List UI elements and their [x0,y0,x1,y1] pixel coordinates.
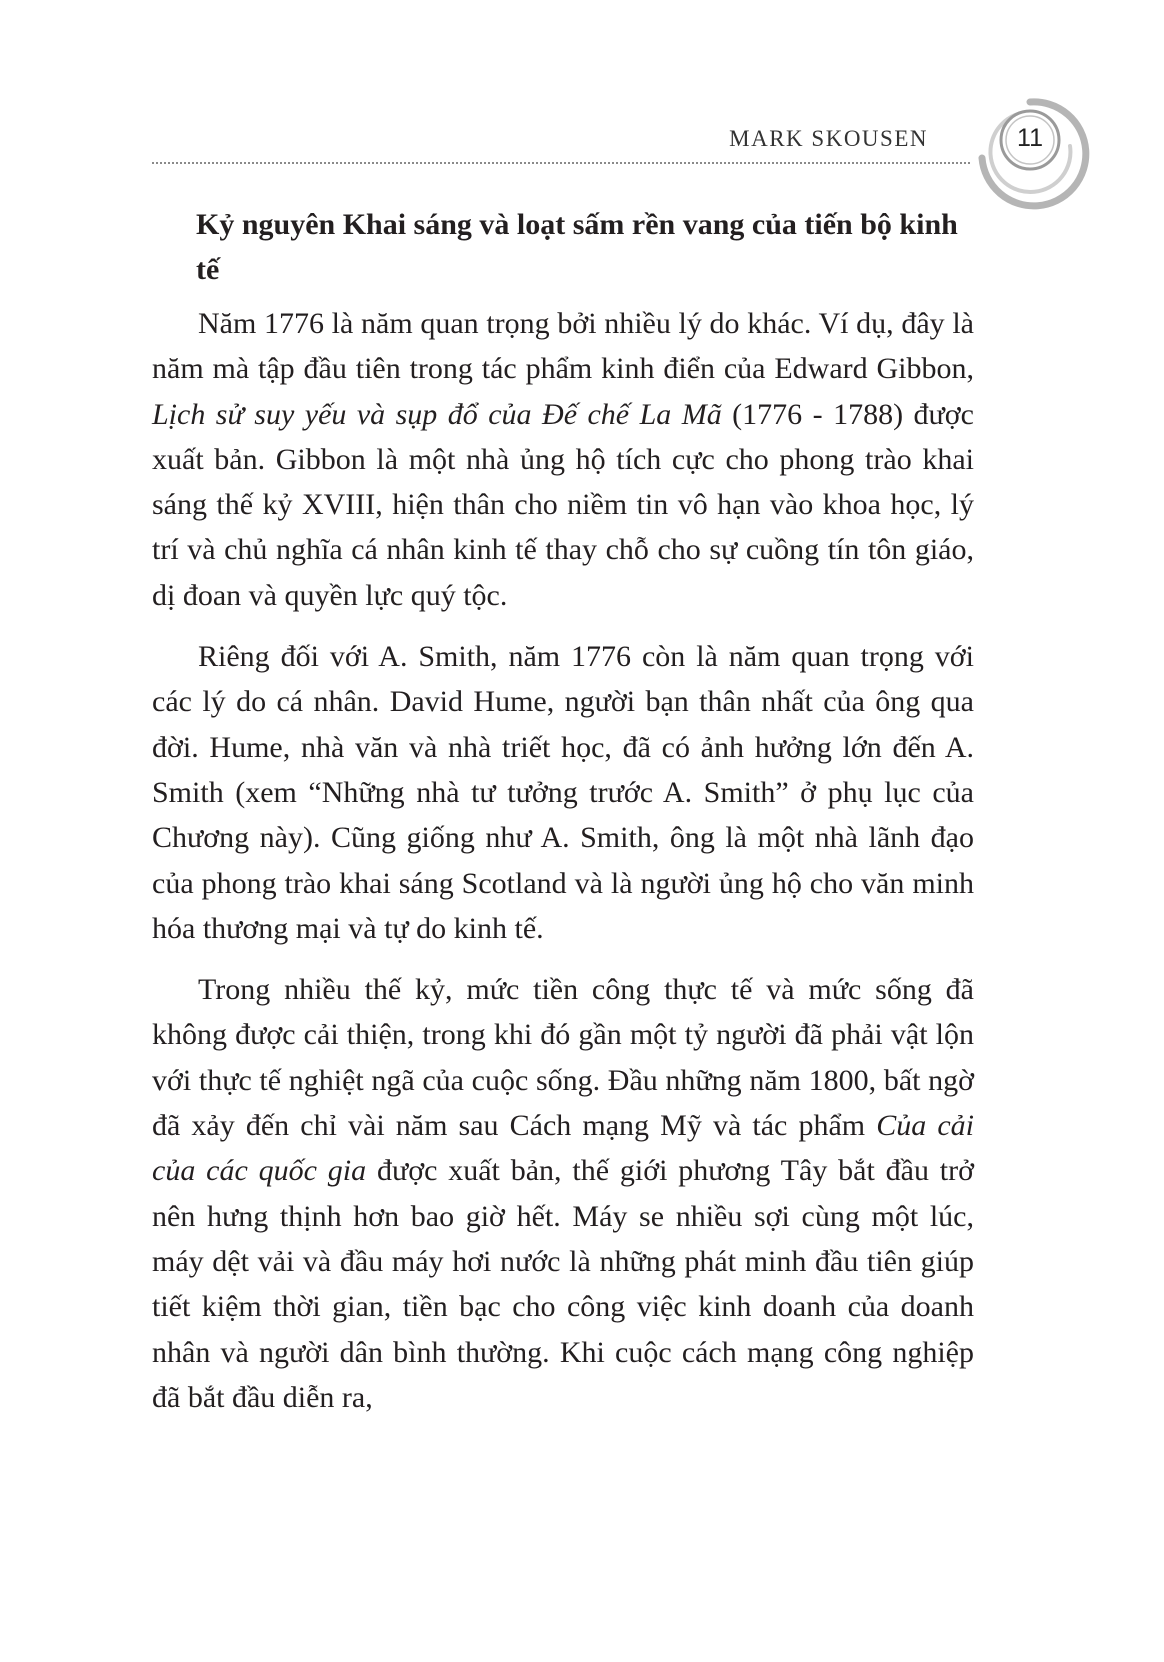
paragraph-3 [152,967,974,1420]
paragraph-1-text-start: Năm 1776 là năm quan trọng bởi nhiều lý do khác. Ví dụ, đây là năm mà tập đầu tiên trong tác phẩm kinh điển của Edward Gibbon, [152,307,974,386]
paragraph-1-text-end: (1776 - 1788) được xuất bản. Gibbon là một nhà ủng hộ tích cực cho phong trào khai sáng thế kỷ XVIII, hiện thân cho niềm tin vô hạn vào khoa học, lý trí và chủ nghĩa cá nhân kinh tế thay chỗ cho sự cuồng tín tôn giáo, dị đoan và quyền lực quý tộc. [152,397,974,612]
section-heading: Kỷ nguyên Khai sáng và loạt sấm rền vang của tiến bộ kinh tế [196,208,958,286]
paragraph-2: Riêng đối với A. Smith, năm 1776 còn là năm quan trọng với các lý do cá nhân. David Hume, người bạn thân nhất của ông qua đời. Hume, nhà văn và nhà triết học, đã có ảnh hưởng lớn đến A. Smith (xem “Những nhà tư tưởng trước A. Smith” ở phụ lục của Chương này). Cũng giống như A. Smith, ông là một nhà lãnh đạo của phong trào khai sáng Scotland và là người ủng hộ cho văn minh hóa thương mại và tự do kinh tế. [152,640,974,945]
spiral-icon [974,96,1094,216]
page-body [152,202,974,1436]
running-header [152,96,1092,186]
page-number: 11 [1017,124,1043,152]
paragraph-1 [152,301,974,618]
running-header-author: MARK SKOUSEN [729,126,928,151]
book-title-gibbon: Lịch sử suy yếu và sụp đổ của Đế chế La Mã [152,397,722,431]
book-title-wealth-of-nations: Của cải của các quốc gia [152,1109,974,1188]
header-dotted-rule [152,162,970,164]
paragraph-3-text-end: được xuất bản, thế giới phương Tây bắt đầu trở nên hưng thịnh hơn bao giờ hết. Máy se nhiều sợi cùng một lúc, máy dệt vải và đầu máy hơi nước là những phát minh đầu tiên giúp tiết kiệm thời gian, tiền bạc cho công việc kinh doanh của doanh nhân và người dân bình thường. Khi cuộc cách mạng công nghiệp đã bắt đầu diễn ra, [152,1154,974,1414]
page-number-badge [974,96,1094,216]
paragraph-3-text-start: Trong nhiều thế kỷ, mức tiền công thực tế và mức sống đã không được cải thiện, trong khi đó gần một tỷ người đã phải vật lộn với thực tế nghiệt ngã của cuộc sống. Đầu những năm 1800, bất ngờ đã xảy đến chỉ vài năm sau Cách mạng Mỹ và tác phẩm [152,973,974,1143]
